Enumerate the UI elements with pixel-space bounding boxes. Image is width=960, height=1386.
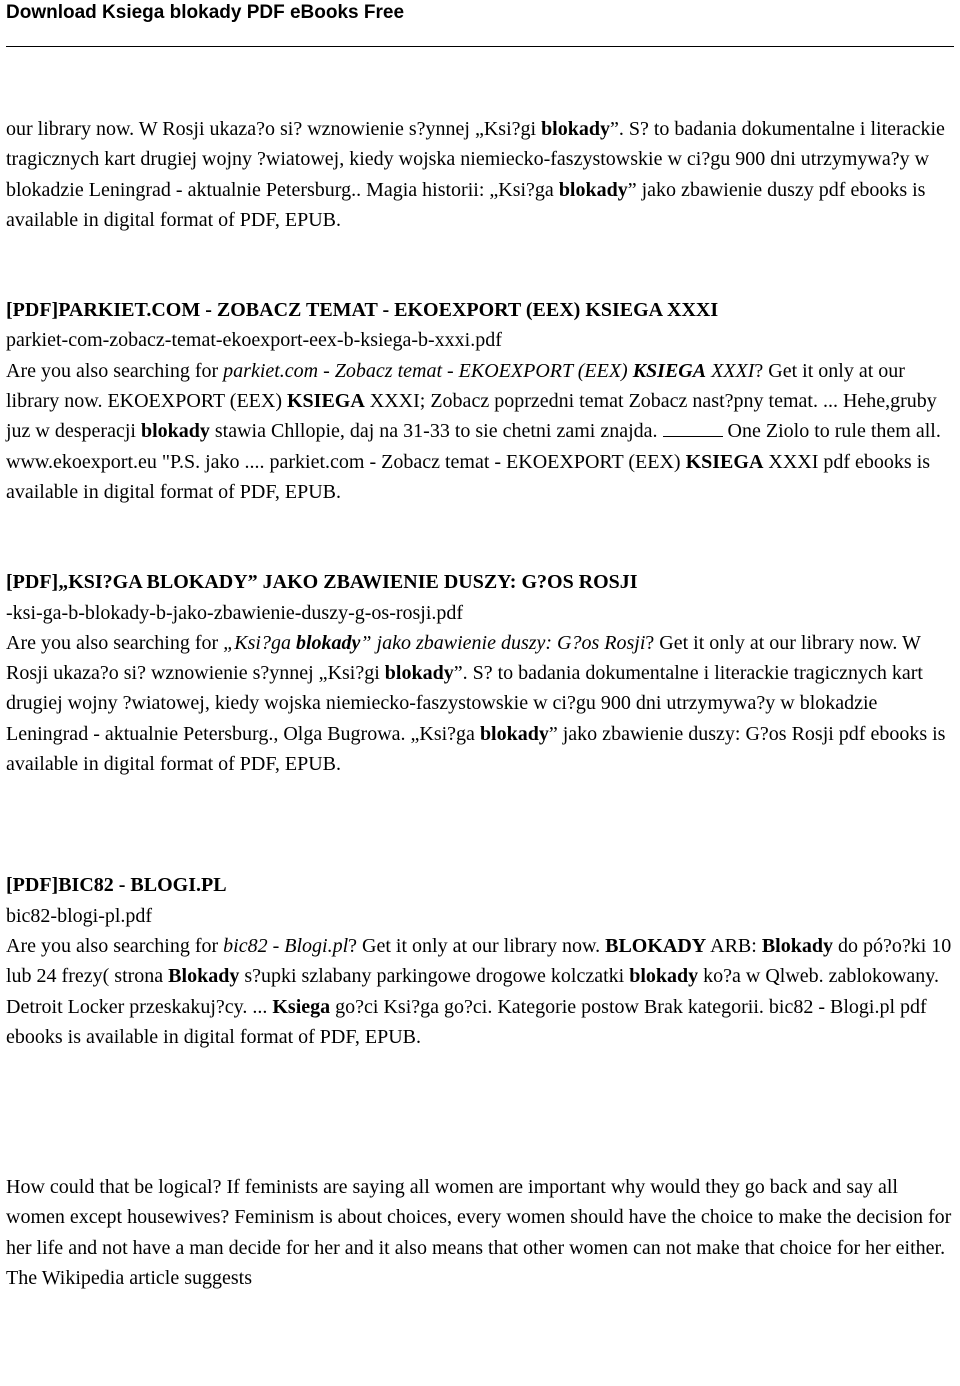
intro-paragraph <box>6 114 954 235</box>
result-entry <box>6 870 954 1052</box>
keyword-highlight: Blokady <box>761 934 833 957</box>
entry-text: ko?a w Qlweb. zablokowany. Detroit Locker przeskakuj?cy. ... <box>6 965 940 1018</box>
entry-description <box>6 628 954 779</box>
keyword-highlight: blokady <box>384 662 454 685</box>
keyword-highlight: blokady <box>295 631 361 654</box>
keyword-highlight: blokady <box>558 178 628 201</box>
result-entry <box>6 295 954 507</box>
entry-description <box>6 931 954 1052</box>
result-entry <box>6 567 954 779</box>
entry-filename: -ksi-ga-b-blokady-b-jako-zbawienie-duszy-g-os-rosji.pdf <box>6 601 464 624</box>
keyword-highlight: KSIEGA <box>685 450 764 473</box>
entry-text: go?ci Ksi?ga go?ci. Kategorie postow Brak kategorii. bic82 - Blogi.pl pdf ebooks is available in digital format of PDF, EPUB. <box>6 995 927 1048</box>
entry-text: ARB: <box>706 934 762 957</box>
spacer <box>6 507 954 567</box>
entry-filename: bic82-blogi-pl.pdf <box>6 904 153 927</box>
entry-text: One Ziolo to rule them all. www.ekoexport.eu "P.S. jako .... parkiet.com - Zobacz temat - EKOEXPORT (EEX) <box>6 420 941 473</box>
keyword-highlight: Ksiega <box>272 995 331 1018</box>
intro-text: ” jako zbawienie duszy pdf ebooks is available in digital format of PDF, EPUB. <box>6 178 926 231</box>
entry-text: ? Get it only at our library now. <box>348 934 606 957</box>
entry-filename: parkiet-com-zobacz-temat-ekoexport-eex-b-ksiega-b-xxxi.pdf <box>6 329 502 352</box>
entry-text: XXXI pdf ebooks is available in digital format of PDF, EPUB. <box>6 450 931 503</box>
page-header <box>6 0 954 47</box>
entry-heading-link[interactable]: [PDF]„KSI?GA BLOKADY” JAKO ZBAWIENIE DUSZY: G?OS ROSJI <box>6 571 638 594</box>
page-title: Download Ksiega blokady PDF eBooks Free <box>6 2 405 23</box>
entry-text: XXXI; Zobacz poprzedni temat Zobacz nast?pny temat. ... Hehe,gruby juz w desperacji <box>6 390 937 443</box>
keyword-highlight: blokady <box>541 118 610 140</box>
entry-heading-link[interactable]: [PDF]BIC82 - BLOGI.PL <box>6 874 227 897</box>
blank-line <box>663 418 723 437</box>
search-query: „Ksi?ga <box>223 631 296 654</box>
intro-text: ”. S? to badania dokumentalne i literackie tragicznych kart drugiej wojny ?wiatowej, kiedy wojska niemiecko-faszystowskie w ci?gu 900 dni utrzymywa?y w blokadzie Leningrad - aktualnie Petersburg.. Magia historii: „Ksi?ga <box>6 118 945 201</box>
keyword-highlight: blokady <box>140 420 210 443</box>
spacer <box>6 235 954 295</box>
keyword-highlight: KSIEGA <box>632 359 707 382</box>
search-query: parkiet.com - Zobacz temat - EKOEXPORT (EEX) <box>223 359 633 382</box>
search-query: bic82 - Blogi.pl <box>223 934 349 957</box>
entry-text: Are you also searching for <box>6 359 224 382</box>
entry-text: stawia Chllopie, daj na 31-33 to sie chetni zami znajda. <box>209 420 663 443</box>
keyword-highlight: KSIEGA <box>286 390 365 413</box>
entry-text: do pó?o?ki 10 lub 24 frezy( strona <box>6 934 952 988</box>
keyword-highlight: blokady <box>479 722 549 745</box>
entry-text: ? Get it only at our library now. W Rosji ukaza?o si? wznowienie s?ynnej „Ksi?gi <box>6 631 921 685</box>
entry-text: ” jako zbawienie duszy: G?os Rosji pdf ebooks is available in digital format of PDF, EPUB. <box>6 722 946 776</box>
entry-heading-link[interactable]: [PDF]PARKIET.COM - ZOBACZ TEMAT - EKOEXPORT (EEX) KSIEGA XXXI <box>6 299 719 322</box>
intro-text: „Ksi?gi <box>474 118 542 140</box>
spacer <box>6 779 954 870</box>
intro-text: our library now. W Rosji ukaza?o si? wznowienie s?ynnej <box>6 118 475 140</box>
search-query: ” jako zbawienie duszy: G?os Rosji <box>360 631 646 654</box>
spacer <box>6 1052 954 1172</box>
entry-description <box>6 356 954 507</box>
entry-text: s?upki szlabany parkingowe drogowe kolczatki <box>239 965 630 988</box>
entry-text: ”. S? to badania dokumentalne i literackie tragicznych kart drugiej wojny ?wiatowej, kiedy wojska niemiecko-faszystowskie w ci?gu 900 dni utrzymywa?y w blokadzie Leningrad - aktualnie Petersburg., Olga Bugrowa. „Ksi?ga <box>6 662 923 745</box>
entry-text: ? Get it only at our library now. EKOEXPORT (EEX) <box>6 359 905 413</box>
keyword-highlight: BLOKADY <box>605 934 707 957</box>
entry-text: Are you also searching for <box>6 934 224 957</box>
keyword-highlight: blokady <box>629 965 699 988</box>
entry-text: Are you also searching for <box>6 631 224 654</box>
keyword-highlight: Blokady <box>168 965 240 988</box>
search-query: XXXI <box>706 359 755 382</box>
page-content <box>6 114 954 1293</box>
closing-paragraph: How could that be logical? If feminists are saying all women are important why would they go back and say all women except housewives? Feminism is about choices, every women should have the choice to make the decision for her life and not have a man decide for her and it also means that other women can not make that choice for her either. The Wikipedia article suggests <box>6 1176 952 1290</box>
